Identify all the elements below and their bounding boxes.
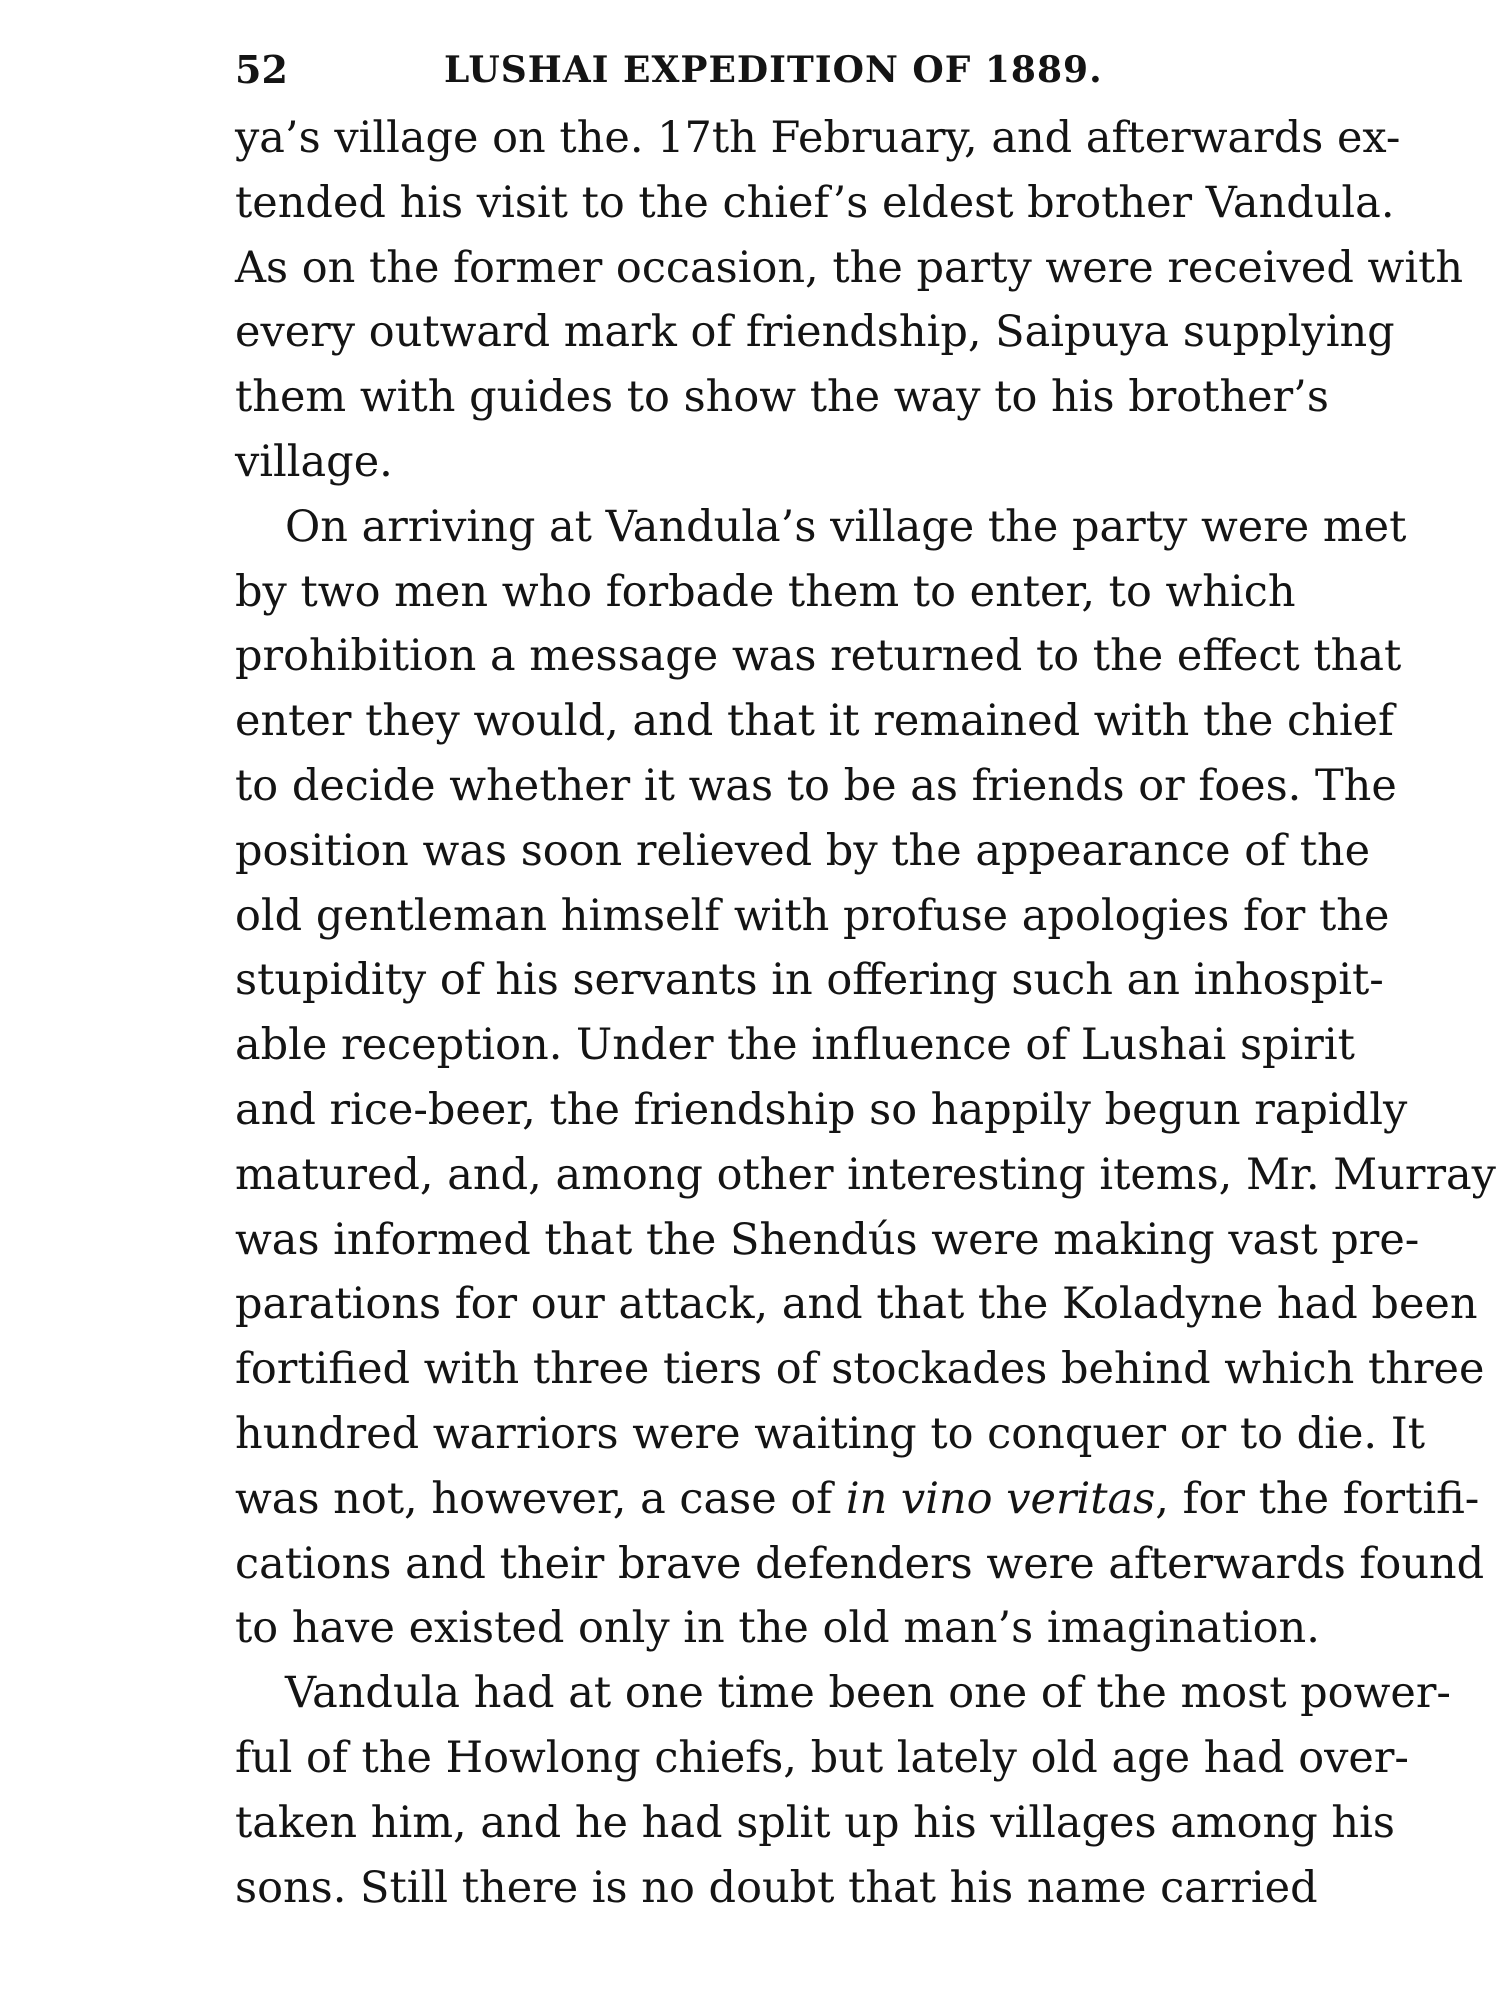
text-line: position was soon relieved by the appearance of the xyxy=(235,825,1371,876)
text-line: parations for our attack, and that the Koladyne had been xyxy=(235,1279,1478,1330)
text-line: Vandula had at one time been one of the most power- xyxy=(285,1668,1451,1719)
line-text-after: , for the fortifi- xyxy=(1155,1473,1480,1524)
text-line: prohibition a message was returned to the effect that xyxy=(235,631,1402,682)
text-line: taken him, and he had split up his villages among his xyxy=(235,1797,1395,1848)
line-text-before: was not, however, a case of xyxy=(235,1473,846,1524)
text-line: able reception. Under the influence of Lushai spirit xyxy=(235,1020,1355,1071)
text-line: ya’s village on the. 17th February, and afterwards ex- xyxy=(235,113,1401,163)
body-text xyxy=(235,106,1496,1920)
text-line: to have existed only in the old man’s imagination. xyxy=(235,1603,1320,1654)
text-line: by two men who forbade them to enter, to which xyxy=(235,566,1296,617)
page-number: 52 xyxy=(235,47,288,92)
text-line: every outward mark of friendship, Saipuya supplying xyxy=(235,307,1395,358)
text-line: and rice-beer, the friendship so happily begun rapidly xyxy=(235,1084,1408,1135)
text-line: village. xyxy=(235,436,393,487)
text-line: cations and their brave defenders were afterwards found xyxy=(235,1538,1485,1589)
text-line: stupidity of his servants in offering such an inhospit- xyxy=(235,955,1384,1006)
text-line: sons. Still there is no doubt that his name carried xyxy=(235,1862,1318,1913)
paragraph-3 xyxy=(235,1661,1451,1920)
paragraph-1 xyxy=(235,106,1464,495)
text-line: them with guides to show the way to his brother’s xyxy=(235,372,1329,423)
text-line: old gentleman himself with profuse apologies for the xyxy=(235,890,1390,941)
text-line: As on the former occasion, the party were received with xyxy=(235,242,1464,293)
text-line: was informed that the Shendús were making vast pre- xyxy=(235,1214,1420,1265)
text-line: matured, and, among other interesting items, Mr. Murray xyxy=(235,1149,1496,1200)
text-line: On arriving at Vandula’s village the party were met xyxy=(285,501,1407,552)
running-title: LUSHAI EXPEDITION OF 1889. xyxy=(444,49,1103,91)
text-line: fortified with three tiers of stockades behind which three xyxy=(235,1344,1485,1395)
text-line: ful of the Howlong chiefs, but lately old age had over- xyxy=(235,1732,1409,1783)
running-head xyxy=(235,38,1277,102)
latin-phrase: in vino veritas xyxy=(845,1473,1156,1524)
text-line-with-italic xyxy=(235,1467,1480,1532)
text-line: hundred warriors were waiting to conquer or to die. It xyxy=(235,1408,1425,1459)
text-line: to decide whether it was to be as friends or foes. The xyxy=(235,760,1397,811)
paragraph-2 xyxy=(235,495,1496,1661)
text-line: enter they would, and that it remained with the chief xyxy=(235,696,1394,747)
text-line: tended his visit to the chief’s eldest brother Vandula. xyxy=(235,177,1395,228)
